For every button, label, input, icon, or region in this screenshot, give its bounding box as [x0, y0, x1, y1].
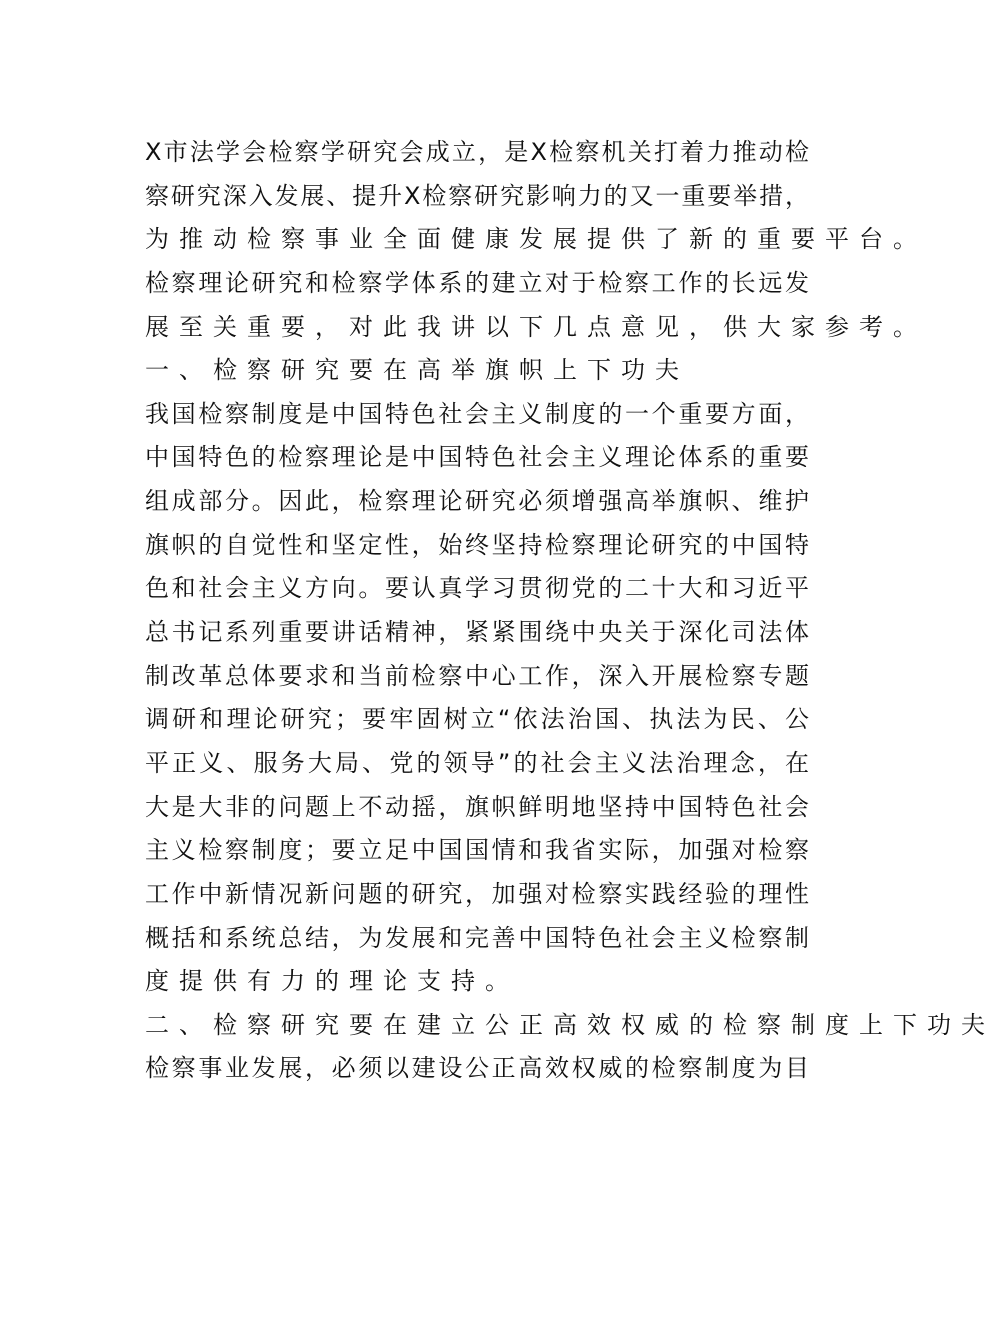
paragraph: [145, 1047, 809, 1091]
text-line: 组成部分。因此，检察理论研究必须增强高举旗帜、维护: [145, 487, 809, 516]
text-line: 主义检察制度；要立足中国国情和我省实际，加强对检察: [145, 836, 809, 865]
text-line: 色和社会主义方向。要认真学习贯彻党的二十大和习近平: [145, 574, 809, 603]
text-line: X市法学会检察学研究会成立，是X检察机关打着力推动检: [145, 138, 809, 166]
text-line: 调研和理论研究；要牢固树立“依法治国、执法为民、公: [145, 705, 809, 734]
document-body: [145, 131, 995, 1091]
text-line: 平正义、服务大局、党的领导”的社会主义法治理念，在: [145, 748, 809, 777]
text-line: 大是大非的问题上不动摇，旗帜鲜明地坚持中国特色社会: [145, 792, 809, 821]
paragraph: [145, 262, 927, 349]
section-heading: [145, 1004, 995, 1048]
section-heading: [145, 349, 809, 393]
text-line: 中国特色的检察理论是中国特色社会主义理论体系的重要: [145, 443, 809, 472]
text-line: 旗帜的自觉性和坚定性，始终坚持检察理论研究的中国特: [145, 530, 809, 559]
text-line: 工作中新情况新问题的研究，加强对检察实践经验的理性: [145, 879, 809, 908]
paragraph: [145, 393, 809, 1004]
text-line: 检察理论研究和检察学体系的建立对于检察工作的长远发: [145, 268, 809, 297]
text-line: 总书记系列重要讲话精神，紧紧围绕中央关于深化司法体: [145, 618, 809, 647]
text-line: 察研究深入发展、提升X检察研究影响力的又一重要举措，: [145, 181, 809, 210]
text-line: 检察事业发展，必须以建设公正高效权威的检察制度为目: [145, 1054, 809, 1083]
text-line: 展至关重要，对此我讲以下几点意见，供大家参考。: [145, 312, 927, 341]
text-line: 为推动检察事业全面健康发展提供了新的重要平台。: [145, 225, 927, 254]
text-line: 我国检察制度是中国特色社会主义制度的一个重要方面，: [145, 399, 809, 428]
text-line: 一、检察研究要在高举旗帜上下功夫: [145, 356, 689, 385]
text-line: 度提供有力的理论支持。: [145, 967, 519, 996]
text-line: 制改革总体要求和当前检察中心工作，深入开展检察专题: [145, 661, 809, 690]
text-line: 概括和系统总结，为发展和完善中国特色社会主义检察制: [145, 923, 809, 952]
text-line: 二、检察研究要在建立公正高效权威的检察制度上下功夫: [145, 1010, 995, 1039]
paragraph: [145, 131, 927, 262]
